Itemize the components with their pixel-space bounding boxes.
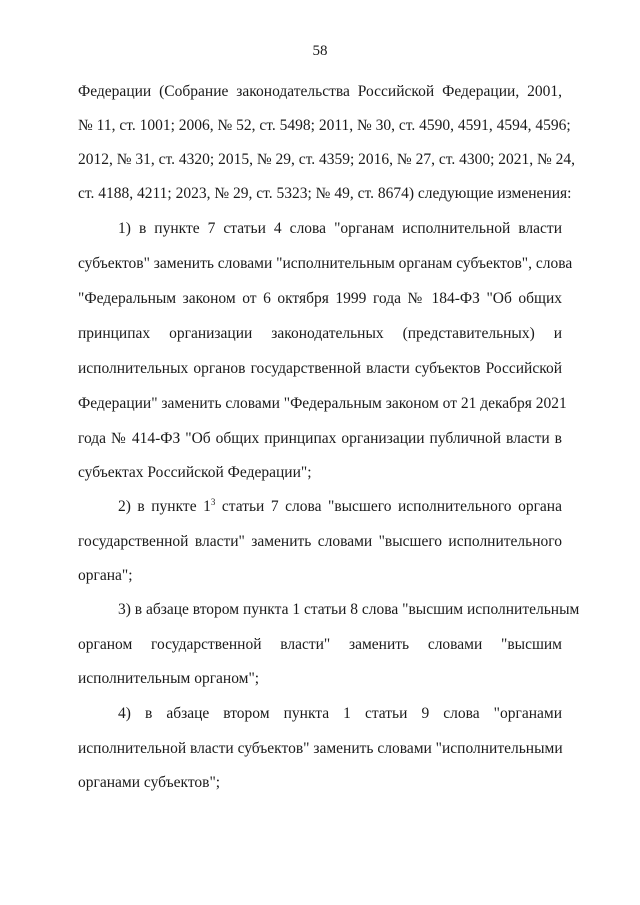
text-line: года № 414-ФЗ "Об общих принципах организации публичной власти в [78, 430, 562, 447]
text-line: органами субъектов"; [78, 774, 221, 791]
text-line: 4) в абзаце втором пункта 1 статьи 9 слова "органами [118, 705, 562, 722]
text-line: исполнительных органов государственной власти субъектов Российской [78, 360, 562, 377]
text-line: "Федеральным законом от 6 октября 1999 года № 184-ФЗ "Об общих [78, 290, 562, 307]
text-line: государственной власти" заменить словами "высшего исполнительного [78, 533, 562, 550]
text-line: Федерации (Собрание законодательства Российской Федерации, 2001, [78, 83, 562, 100]
text-line: 2012, № 31, ст. 4320; 2015, № 29, ст. 4359; 2016, № 27, ст. 4300; 2021, № 24, [78, 151, 576, 168]
text-line: принципах организации законодательных (представительных) и [78, 325, 562, 342]
text-line: ст. 4188, 4211; 2023, № 29, ст. 5323; № 49, ст. 8674) следующие изменения: [78, 185, 572, 202]
text-line: 3) в абзаце втором пункта 1 статьи 8 слова "высшим исполнительным [118, 601, 580, 618]
text-line: органом государственной власти" заменить словами "высшим [78, 636, 562, 653]
text-line: исполнительным органом"; [78, 670, 260, 687]
text-line: исполнительной власти субъектов" заменить словами "исполнительными [78, 740, 563, 757]
text-line: субъектах Российской Федерации"; [78, 464, 312, 481]
text-line: Федерации" заменить словами "Федеральным законом от 21 декабря 2021 [78, 395, 567, 412]
text-line: 1) в пункте 7 статьи 4 слова "органам исполнительной власти [118, 220, 562, 237]
superscript: 3 [210, 497, 216, 507]
text-line: субъектов" заменить словами "исполнительным органам субъектов", слова [78, 255, 573, 272]
text-segment: статьи 7 слова "высшего исполнительного органа [215, 498, 562, 515]
text-segment: 2) в пункте 1 [118, 498, 211, 515]
text-line [118, 498, 562, 516]
page-number: 58 [312, 43, 328, 59]
text-line: органа"; [78, 567, 133, 584]
text-line: № 11, ст. 1001; 2006, № 52, ст. 5498; 2011, № 30, ст. 4590, 4591, 4594, 4596; [78, 117, 571, 134]
